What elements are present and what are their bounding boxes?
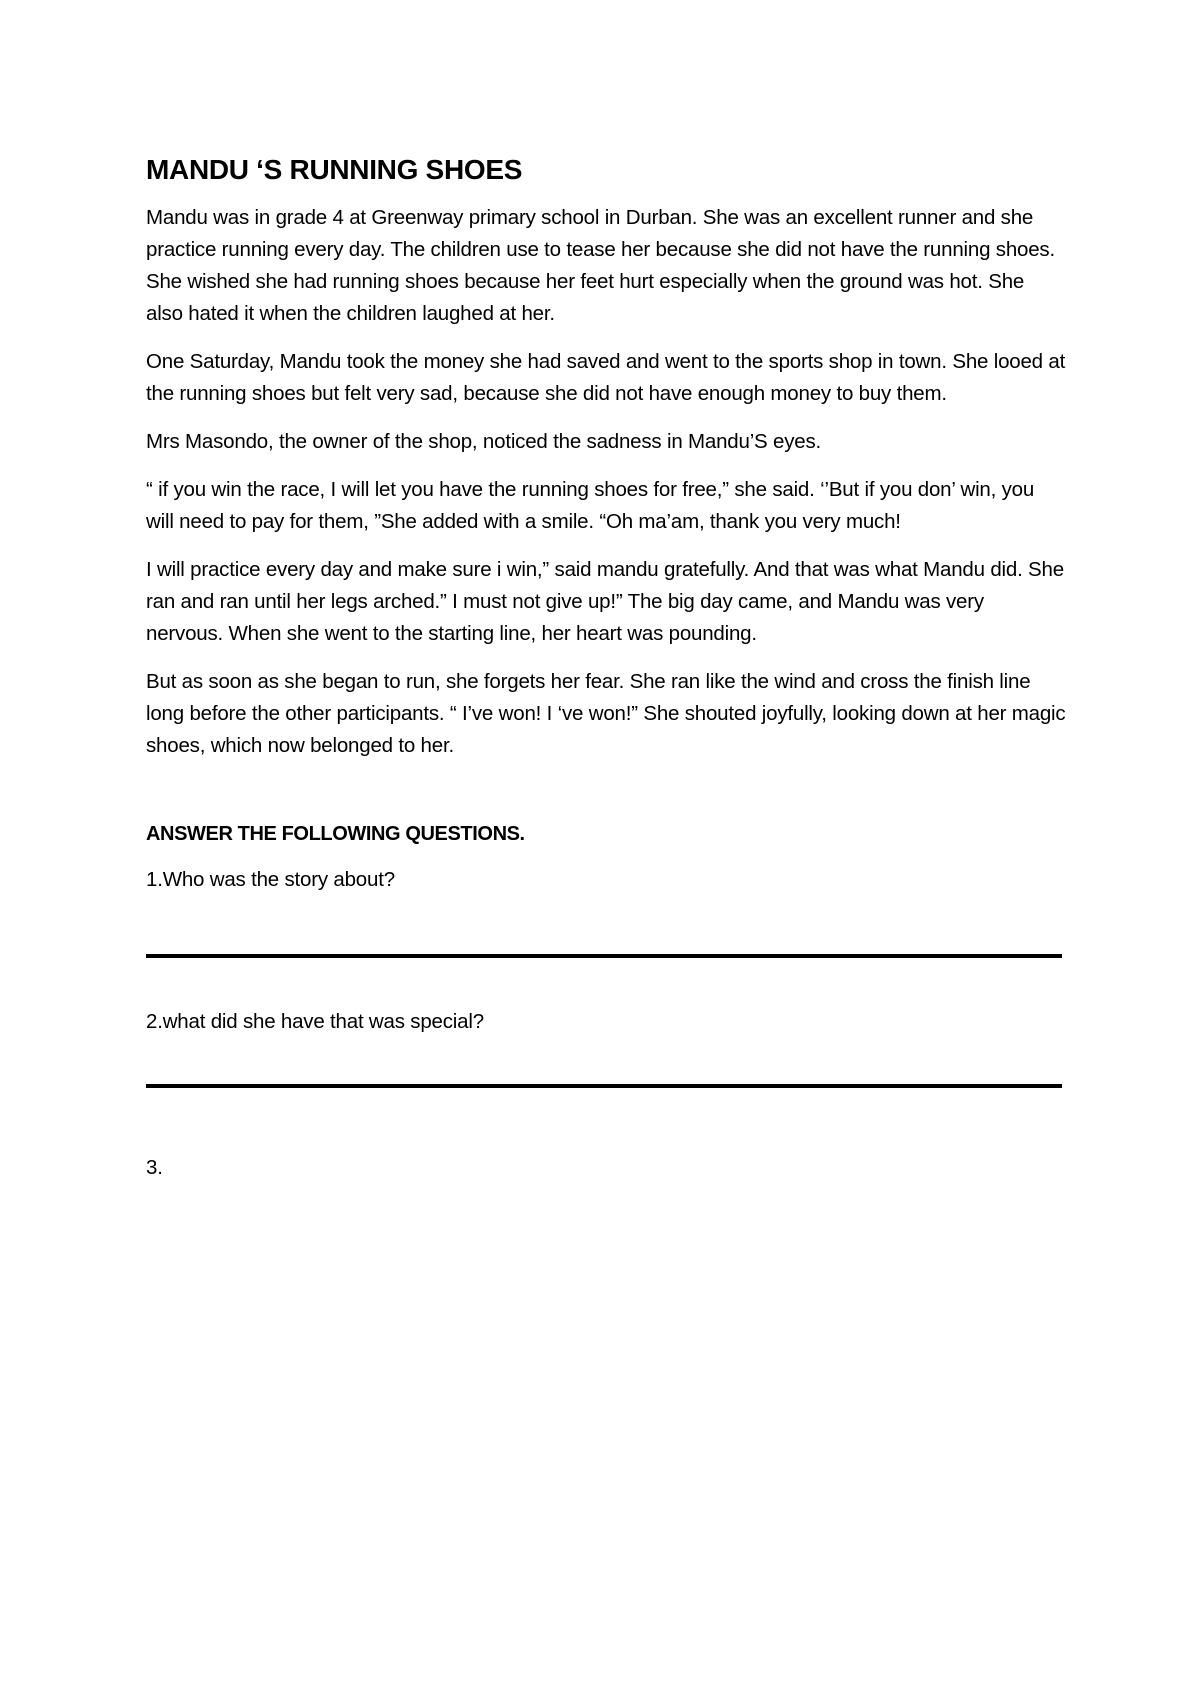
story-paragraph-1: Mandu was in grade 4 at Greenway primary school in Durban. She was an excellent runner and she practice running every day. The children use to tease her because she did not have the running shoes. She wished she had running shoes because her feet hurt especially when the ground was hot. She also hated it when the children laughed at her. <box>146 206 1055 325</box>
question-1: 1.Who was the story about? <box>146 868 395 891</box>
story-paragraph-6: But as soon as she began to run, she forgets her fear. She ran like the wind and cross the finish line long before the other participants. “ I’ve won! I ‘ve won!” She shouted joyfully, looking down at her magic shoes, which now belonged to her. <box>146 670 1066 757</box>
answer-line-1 <box>146 954 1062 958</box>
document-content <box>146 152 1066 1184</box>
spacer <box>146 778 1066 818</box>
story-paragraph-5: I will practice every day and make sure i win,” said mandu gratefully. And that was what Mandu did. She ran and ran until her legs arched.” I must not give up!” The big day came, and Mandu was very nervous. When she went to the starting line, her heart was pounding. <box>146 558 1064 645</box>
story-paragraph-3: Mrs Masondo, the owner of the shop, noticed the sadness in Mandu’S eyes. <box>146 430 822 453</box>
question-3: 3. <box>146 1156 163 1179</box>
story-paragraph-2: One Saturday, Mandu took the money she had saved and went to the sports shop in town. She looed at the running shoes but felt very sad, because she did not have enough money to buy them. <box>146 350 1066 405</box>
story-paragraph-4: “ if you win the race, I will let you have the running shoes for free,” she said. ‘’But if you don’ win, you will need to pay for them, ”She added with a smile. “Oh ma’am, thank you very much! <box>146 478 1035 533</box>
story-title: MANDU ‘S RUNNING SHOES <box>146 154 523 185</box>
answer-line-2 <box>146 1084 1062 1088</box>
questions-heading: ANSWER THE FOLLOWING QUESTIONS. <box>146 823 525 845</box>
question-2: 2.what did she have that was special? <box>146 1010 484 1033</box>
